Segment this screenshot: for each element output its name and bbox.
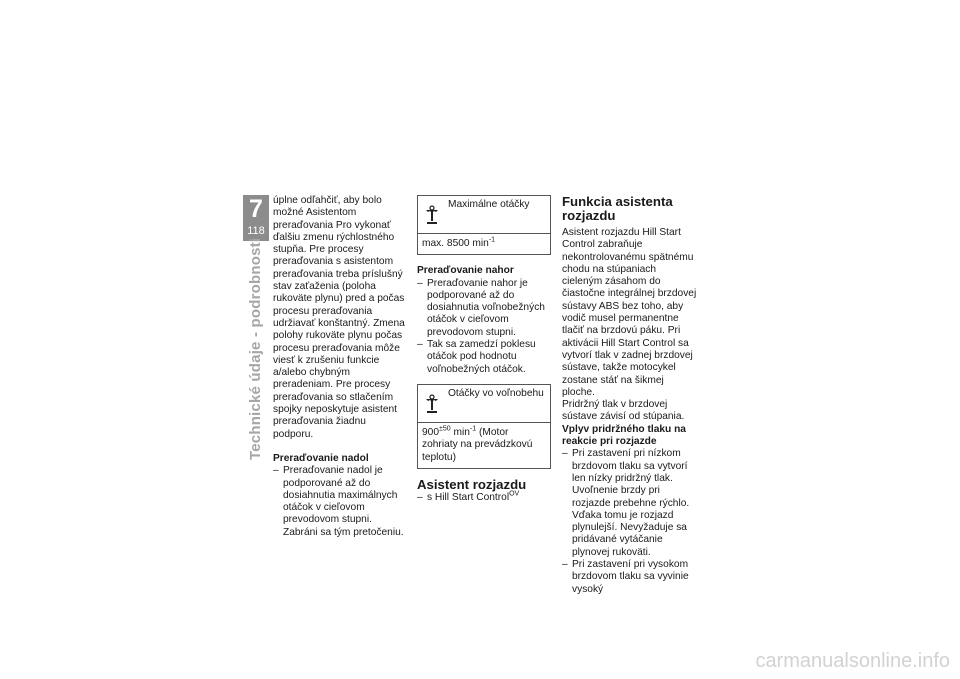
tachometer-icon — [422, 392, 442, 416]
column-3 — [562, 195, 698, 596]
holding-pressure-paragraph: Pridržný tlak v brzdovej sústave závisí od stúpania. — [562, 399, 685, 423]
chapter-number: 7 — [249, 195, 263, 223]
tachometer-icon — [422, 203, 442, 227]
idle-rpm-unit: min — [450, 426, 470, 438]
idle-rpm-box-header — [418, 385, 550, 422]
idle-rpm-number: 900 — [422, 426, 439, 438]
max-rpm-box — [417, 195, 551, 255]
downshift-heading: Preraďovanie nadol — [273, 452, 369, 464]
idle-rpm-unit-exponent: -1 — [469, 425, 477, 433]
downshift-list — [273, 465, 407, 539]
upshift-list — [417, 278, 551, 376]
max-rpm-value — [418, 233, 550, 254]
list-item: – Preraďovanie nahor je podporované až do dosiahnutia voľnobežných otáčok v cieľovom prevodovom stupni. — [417, 278, 551, 339]
upshift-heading: Preraďovanie nahor — [417, 265, 514, 277]
holding-pressure-subheading: Vplyv pridržného tlaku na reakcie pri rozjazde — [562, 423, 686, 448]
intro-paragraph: úplne odľahčiť, aby bolo možné Asistentom preraďovania Pro vykonať ďalšiu zmenu rýchlostného stupňa. Pre procesy preraďovania s asistentom preraďovania treba príslušný stav zaťaženia (poloha rukoväte plynu) pred a počas procesu preraďovania udržiavať konštantný. Zmena polohy rukoväte plynu počas procesu preraďovania môže viesť k zrušeniu funkcie a/alebo chybným preradeniam. Pre procesy preraďovania so stlačením spojky neposkytuje asistent preraďovania žiadnu podporu. — [273, 195, 405, 440]
start-assist-list — [417, 492, 551, 504]
list-item: – Pri zastavení pri vysokom brzdovom tlaku sa vyvinie vysoký — [562, 559, 698, 596]
max-rpm-unit-exponent: -1 — [488, 236, 496, 244]
idle-rpm-note: (Motor zohriaty na prevádzkovú teplotu) — [422, 426, 533, 463]
holding-pressure-list — [562, 448, 698, 596]
idle-rpm-value — [418, 422, 550, 468]
watermark: carmanualsonline.info — [755, 650, 950, 672]
list-item: – Preraďovanie nadol je podporované až do dosiahnutia maximálnych otáčok v cieľovom prevodovom stupni. Zabráni sa tým pretočeniu. — [273, 465, 407, 539]
column-2 — [417, 195, 551, 504]
page-number: 118 — [247, 225, 265, 237]
function-paragraph: Asistent rozjazdu Hill Start Control zabraňuje nekontrolovanému spätnému chodu na stúpaniach cieleným zásahom do čiastočne integrálnej brzdovej sústavy ABS bez toho, aby vodič musel permanentne tlačiť na brzdovú páku. Pri aktivácii Hill Start Control sa vytvorí tlak v zadnej brzdovej sústave, takže motocykel zostane stáť na šikmej ploche. — [562, 227, 697, 398]
list-item: – Tak sa zamedzí poklesu otáčok pod hodnotu voľnobežných otáčok. — [417, 339, 551, 376]
start-assist-section-title: Asistent rozjazdu — [417, 476, 527, 492]
max-rpm-box-header — [418, 196, 550, 233]
chapter-title: Technické údaje - podrobnosti — [247, 237, 264, 460]
list-item-text: s Hill Start Control — [427, 491, 510, 503]
idle-rpm-tolerance: ±50 — [439, 425, 451, 433]
start-assist-function-heading: Funkcia asistenta rozjazdu — [562, 194, 673, 223]
list-item — [417, 492, 551, 504]
list-item: – Pri zastavení pri nízkom brzdovom tlaku sa vytvorí len nízky pridržný tlak. Uvoľnenie brzdy pri rozjazde prebehne rýchlo. Vďaka tomu je rozjazd plynulejší. Nevyžaduje sa pridávané vytáčanie plynovej rukoväti. — [562, 448, 698, 559]
max-rpm-value-text: max. 8500 min — [422, 238, 489, 249]
option-marker: OV — [509, 490, 520, 498]
max-rpm-title: Maximálne otáčky — [448, 199, 530, 210]
idle-rpm-box — [417, 384, 551, 469]
column-1 — [273, 195, 407, 539]
idle-rpm-title: Otáčky vo voľnobehu — [448, 387, 544, 399]
